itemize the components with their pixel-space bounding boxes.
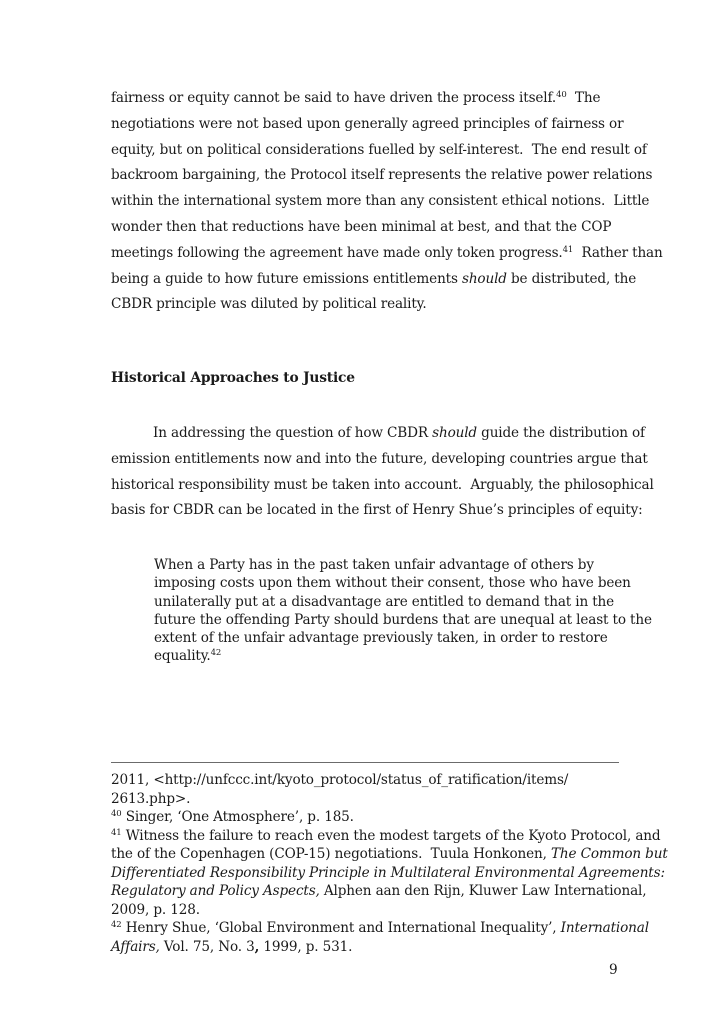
text-line: wonder then that reductions have been minimal at best, and that the COP bbox=[111, 218, 612, 235]
footnote-ref-40[interactable]: 40 bbox=[556, 90, 567, 100]
text-line: being a guide to how future emissions entitlements should be distributed, the bbox=[111, 270, 637, 287]
paragraph-2 bbox=[111, 421, 654, 524]
footnote-line: Regulatory and Policy Aspects, Alphen aan den Rijn, Kluwer Law International, bbox=[111, 883, 647, 899]
footnote-number: 41 bbox=[111, 827, 122, 838]
text-line: equity, but on political considerations fuelled by self-interest. The end result of bbox=[111, 141, 647, 158]
text-line: CBDR principle was diluted by political reality. bbox=[111, 296, 427, 313]
quote-line: imposing costs upon them without their consent, those who have been bbox=[154, 575, 631, 592]
page-number: 9 bbox=[609, 962, 618, 978]
quote-line: future the offending Party should burdens that are unequal at least to the bbox=[154, 611, 652, 628]
footnote-42: $^{42}$ Henry Shue, ‘Global Environment and International Inequality’, International bbox=[111, 920, 649, 936]
section-heading: Historical Approaches to Justice bbox=[111, 370, 355, 386]
text-line: negotiations were not based upon generally agreed principles of fairness or bbox=[111, 115, 624, 132]
quote-line: unilaterally put at a disadvantage are entitled to demand that in the bbox=[154, 593, 615, 610]
text-line: fairness or equity cannot be said to have driven the process itself.$^{40}$ The bbox=[111, 90, 601, 106]
text-line: In addressing the question of how CBDR should guide the distribution of bbox=[153, 425, 645, 441]
footnote-line: Affairs, Vol. 75, No. 3, 1999, p. 531. bbox=[111, 938, 353, 955]
quote-line: When a Party has in the past taken unfair advantage of others by bbox=[154, 557, 594, 573]
text-line: within the international system more than any consistent ethical notions. Little bbox=[111, 193, 650, 210]
quote-line: equality.$^{42}$ bbox=[154, 648, 222, 665]
footnote-line: Differentiated Responsibility Principle in Multilateral Environmental Agreements: bbox=[111, 864, 665, 881]
footnote-line: 2009, p. 128. bbox=[111, 901, 200, 918]
footnote-41: $^{41}$ Witness the failure to reach even the modest targets of the Kyoto Protocol, and bbox=[111, 827, 661, 844]
footnotes bbox=[111, 771, 668, 956]
block-quote bbox=[154, 556, 652, 666]
footnote-ref-41[interactable]: 41 bbox=[562, 244, 574, 255]
text-line: backroom bargaining, the Protocol itself represents the relative power relations bbox=[111, 167, 653, 184]
footnote-continuation: 2613.php>. bbox=[111, 790, 191, 807]
footnote-ref-42[interactable]: 42 bbox=[210, 648, 222, 659]
footnote-40: $^{40}$ Singer, ‘One Atmosphere’, p. 185. bbox=[111, 809, 354, 825]
paragraph-1 bbox=[111, 86, 663, 318]
footnote-number: 42 bbox=[111, 920, 122, 930]
footnote-number: 40 bbox=[111, 809, 122, 819]
footnote-line: the of the Copenhagen (COP-15) negotiations. Tuula Honkonen, The Common but bbox=[111, 846, 668, 862]
text-line: historical responsibility must be taken into account. Arguably, the philosophical bbox=[111, 476, 654, 493]
footnote-continuation-link[interactable]: 2011, <http://unfccc.int/kyoto_protocol/status_of_ratification/items/ bbox=[111, 772, 569, 788]
footnote-text: 1999, p. 531. bbox=[259, 938, 353, 955]
text-line: emission entitlements now and into the future, developing countries argue that bbox=[111, 450, 648, 467]
bold-comma: , bbox=[254, 938, 260, 955]
quote-line: extent of the unfair advantage previously taken, in order to restore bbox=[154, 630, 608, 647]
text-line: basis for CBDR can be located in the first of Henry Shue’s principles of equity: bbox=[111, 502, 643, 519]
footnote-separator bbox=[111, 762, 619, 763]
text-line: meetings following the agreement have made only token progress.$^{41}$ Rather than bbox=[111, 244, 663, 261]
